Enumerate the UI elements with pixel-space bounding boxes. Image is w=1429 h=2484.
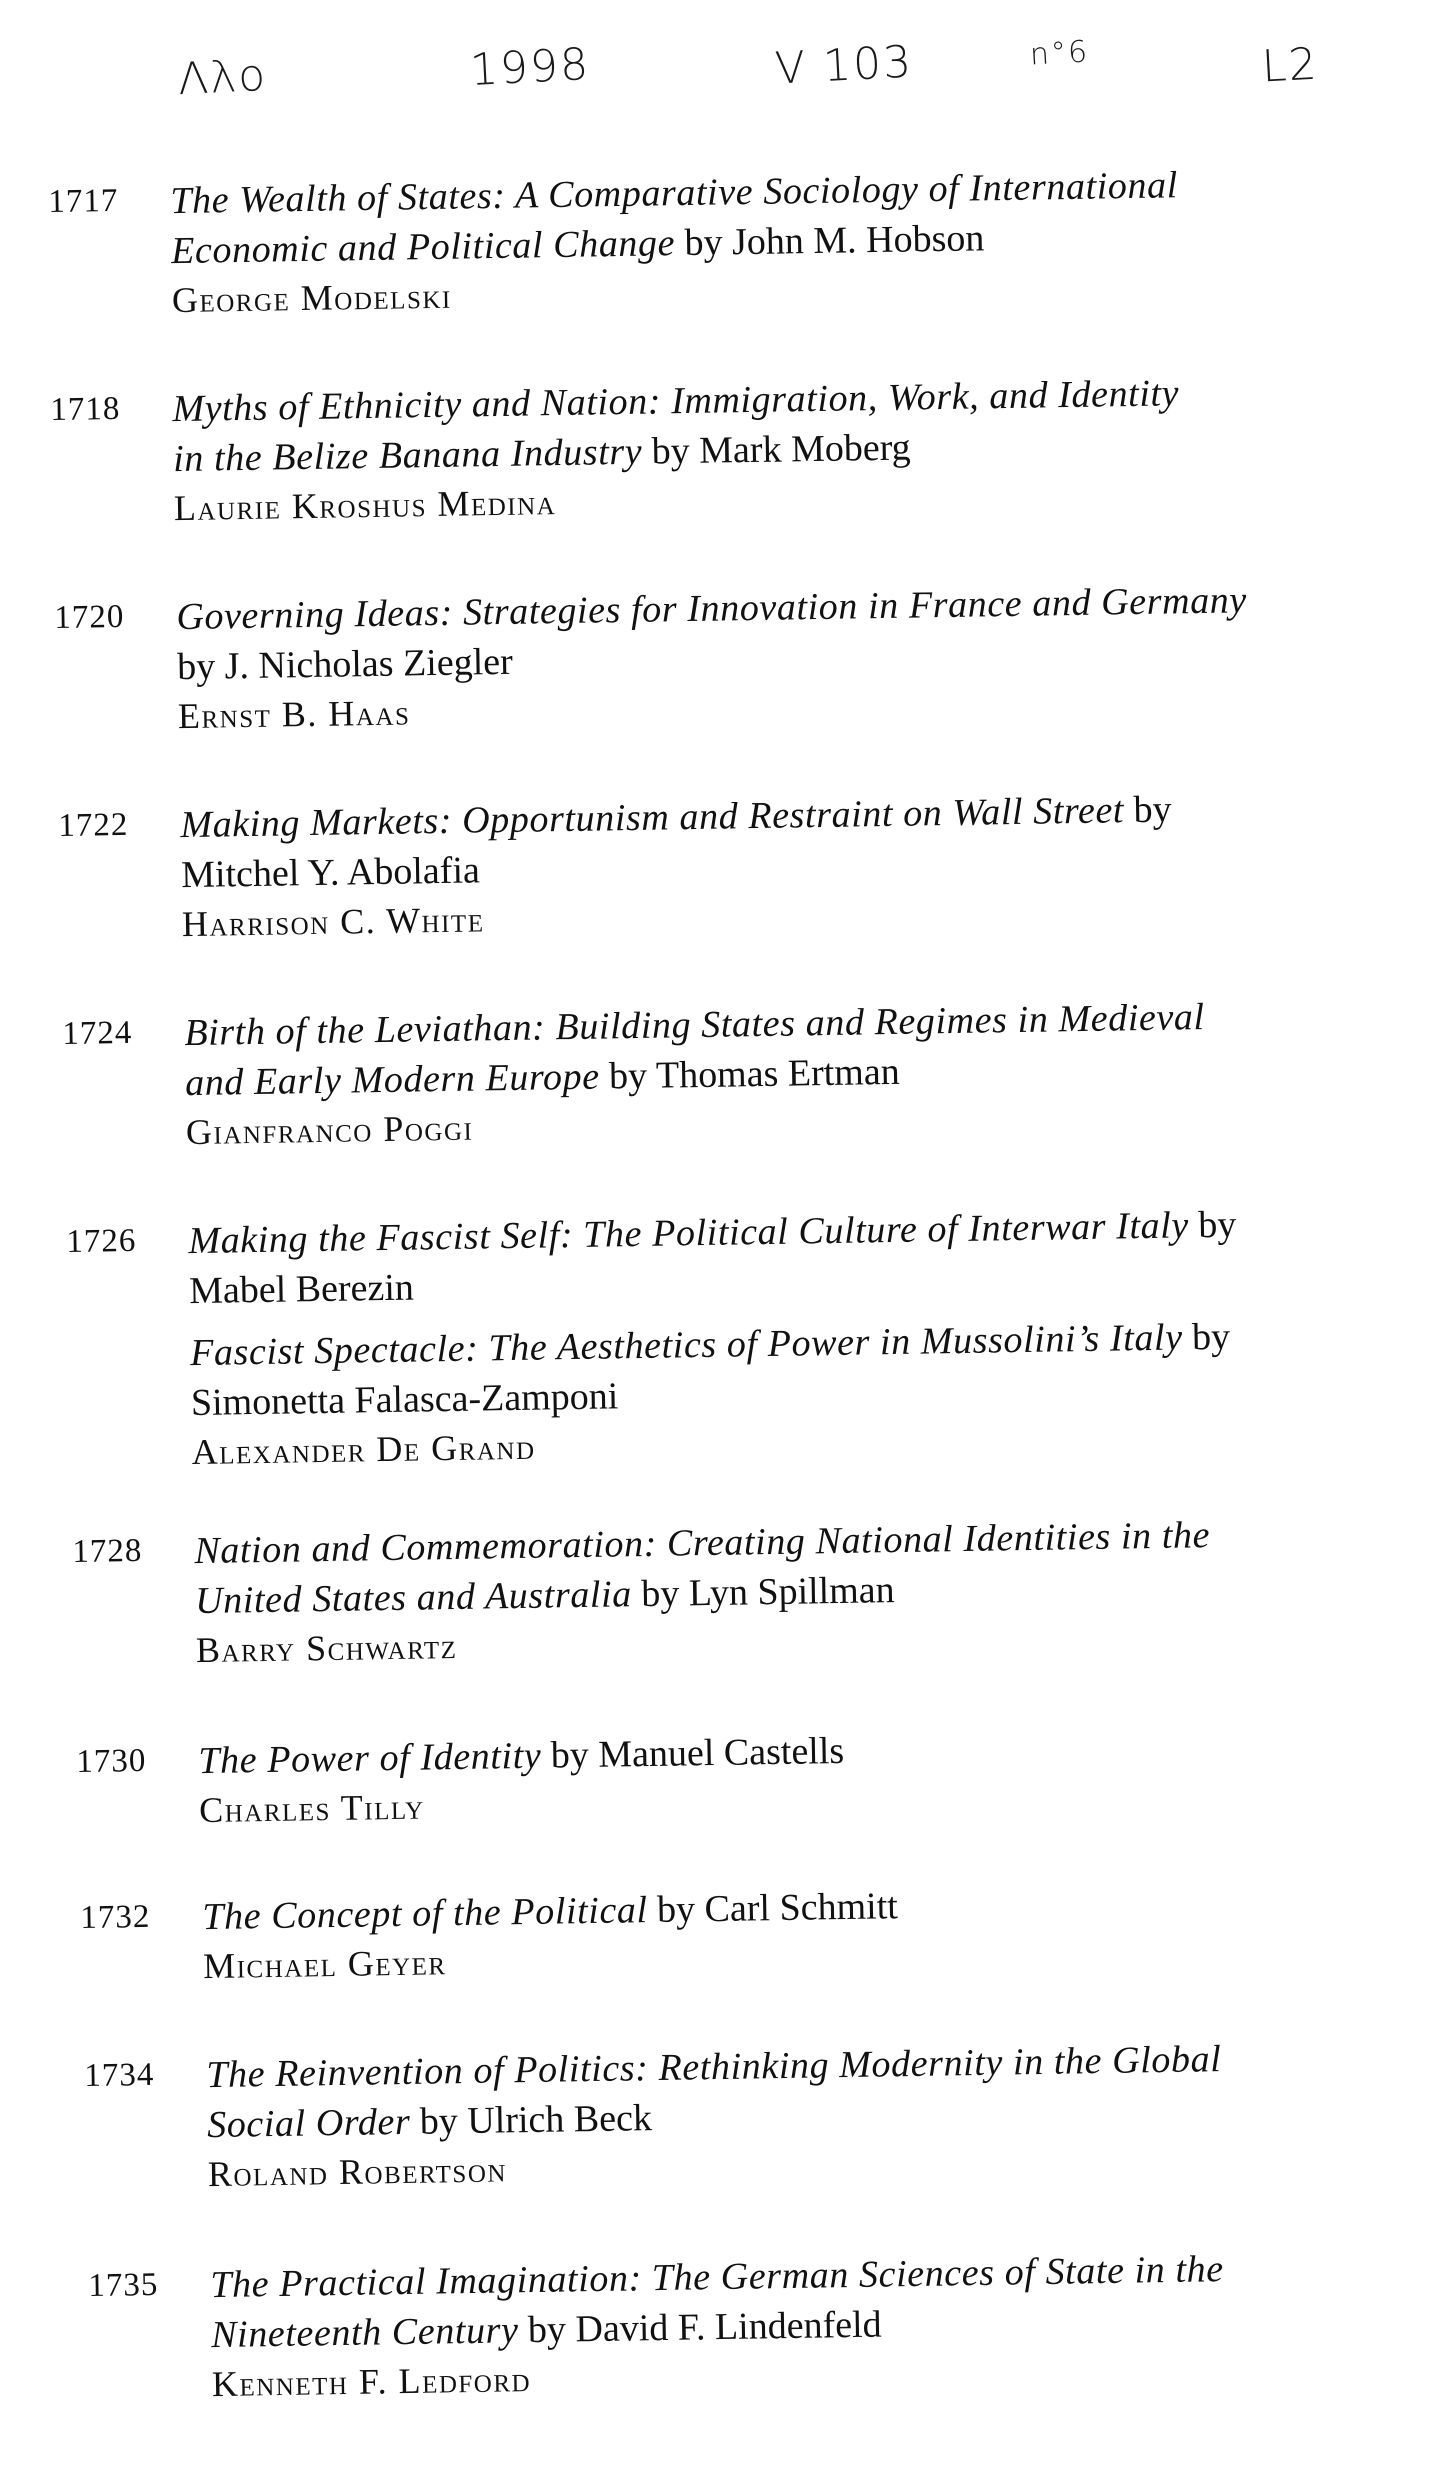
review-citation xyxy=(210,2242,1362,2408)
book-title: Myths of Ethnicity and Nation: Immigration, Work, and Identity xyxy=(172,372,1180,431)
review-entry xyxy=(54,574,1304,737)
reviewer-name: George Modelski xyxy=(171,275,452,321)
book-author: by J. Nicholas Ziegler xyxy=(176,640,514,689)
book-title: Making Markets: Opportunism and Restraint on Wall Street xyxy=(180,789,1125,847)
review-citation xyxy=(188,1198,1342,1476)
book-title: The Concept of the Political xyxy=(202,1889,648,1939)
review-entry xyxy=(76,1718,1326,1831)
book-title: in the Belize Banana Industry xyxy=(172,430,643,481)
review-entry xyxy=(50,366,1300,529)
page-number: 1734 xyxy=(84,2056,155,2094)
handwritten-note-0: Λλo xyxy=(176,49,269,106)
page-number: 1720 xyxy=(54,598,125,636)
book-author: by Manuel Castells xyxy=(540,1729,845,1777)
reviewer-name: Charles Tilly xyxy=(198,1786,425,1831)
handwritten-note-year: 1998 xyxy=(468,38,592,97)
review-entry xyxy=(84,2032,1334,2195)
handwritten-note-volume: V 103 xyxy=(773,36,915,95)
book-author: by Carl Schmitt xyxy=(647,1885,899,1932)
book-title: The Reinvention of Politics: Rethinking Modernity in the Global xyxy=(206,2038,1222,2097)
reviewer-name: Harrison C. White xyxy=(181,899,485,945)
handwritten-note-code: L2 xyxy=(1260,38,1320,93)
review-citation xyxy=(206,2032,1358,2198)
book-title: Governing Ideas: Strategies for Innovation in France and Germany xyxy=(176,579,1248,639)
book-author: by John M. Hobson xyxy=(674,217,985,265)
review-citation xyxy=(198,1718,1349,1834)
reviewer-name: Ernst B. Haas xyxy=(177,692,411,737)
reviewer-name: Michael Geyer xyxy=(202,1942,447,1987)
book-author: Simonetta Falasca-Zamponi xyxy=(190,1375,619,1425)
review-citation xyxy=(172,366,1324,532)
page-number: 1728 xyxy=(72,1532,143,1570)
book-title: The Wealth of States: A Comparative Sociology of International xyxy=(170,164,1179,223)
book-author: by xyxy=(1188,1203,1237,1247)
reviewer-name: Barry Schwartz xyxy=(195,1625,458,1671)
page-number: 1735 xyxy=(88,2266,159,2304)
review-entry xyxy=(48,158,1298,321)
book-author: by Mark Moberg xyxy=(641,426,911,473)
review-citation xyxy=(176,574,1328,740)
book-title: United States and Australia xyxy=(194,1573,633,1623)
reviewer-name: Laurie Kroshus Medina xyxy=(173,482,557,529)
page-number: 1718 xyxy=(50,390,121,428)
book-title: The Practical Imagination: The German Sciences of State in the xyxy=(210,2248,1224,2307)
book-author: by David F. Lindenfeld xyxy=(518,2303,882,2352)
book-title: Fascist Spectacle: The Aesthetics of Power in Mussolini’s Italy xyxy=(189,1316,1183,1375)
review-citation xyxy=(184,990,1336,1156)
page-number: 1717 xyxy=(48,182,119,220)
reviewer-name: Gianfranco Poggi xyxy=(185,1107,474,1153)
book-title: The Power of Identity xyxy=(198,1734,542,1783)
book-author: Mitchel Y. Abolafia xyxy=(180,849,481,897)
review-entry xyxy=(66,1198,1316,1473)
review-entry xyxy=(62,990,1312,1153)
book-author: by Lyn Spillman xyxy=(631,1569,895,1616)
book-title: and Early Modern Europe xyxy=(184,1055,600,1105)
book-title: Social Order xyxy=(206,2100,411,2147)
review-entry xyxy=(72,1508,1322,1671)
book-title: Making the Fascist Self: The Political Culture of Interwar Italy xyxy=(188,1204,1190,1263)
review-entry xyxy=(88,2242,1338,2405)
review-citation xyxy=(180,782,1332,948)
review-entry xyxy=(80,1874,1330,1987)
review-citation xyxy=(202,1874,1353,1990)
page-number: 1730 xyxy=(76,1742,147,1780)
book-title: Nineteenth Century xyxy=(210,2309,519,2357)
page-number: 1726 xyxy=(66,1222,137,1260)
book-title: Nation and Commemoration: Creating National Identities in the xyxy=(194,1514,1211,1573)
page-number: 1722 xyxy=(58,806,129,844)
reviewer-name: Roland Robertson xyxy=(207,2149,508,2195)
review-citation xyxy=(170,158,1322,324)
book-author: by Ulrich Beck xyxy=(409,2097,653,2143)
book-author: by xyxy=(1182,1315,1231,1359)
page-number: 1724 xyxy=(62,1014,133,1052)
book-author: by xyxy=(1123,788,1172,832)
book-author: by Thomas Ertman xyxy=(599,1050,900,1098)
book-title: Birth of the Leviathan: Building States and Regimes in Medieval xyxy=(184,996,1205,1055)
reviewer-name: Alexander De Grand xyxy=(191,1426,536,1473)
book-title: Economic and Political Change xyxy=(170,222,676,273)
review-entry xyxy=(58,782,1308,945)
review-citation xyxy=(194,1508,1346,1674)
handwritten-note-number: n°6 xyxy=(1029,34,1090,73)
reviewer-name: Kenneth F. Ledford xyxy=(211,2359,532,2405)
page-number: 1732 xyxy=(80,1898,151,1936)
book-author: Mabel Berezin xyxy=(188,1266,415,1313)
handwritten-annotation xyxy=(0,34,1429,104)
